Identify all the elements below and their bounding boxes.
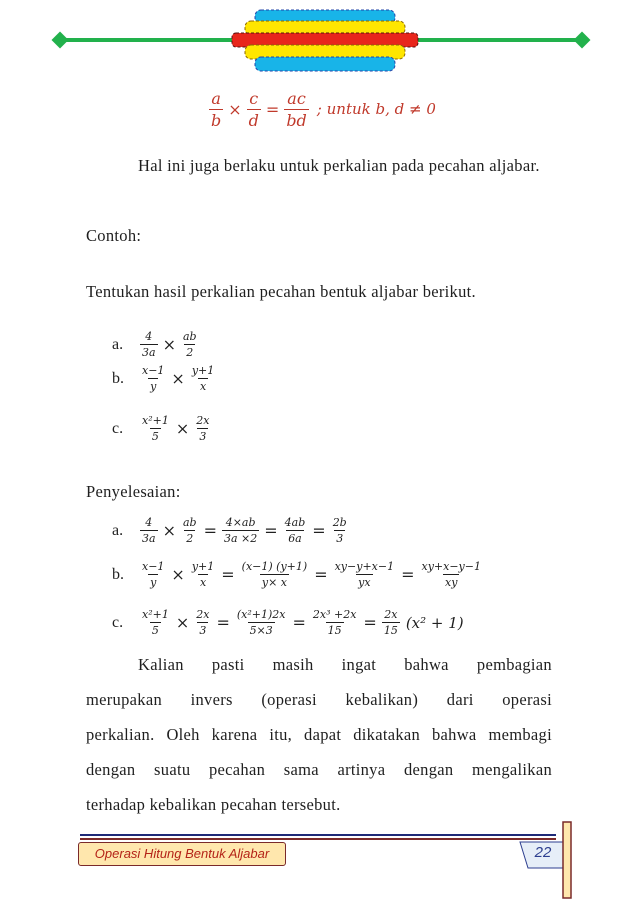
numerator: 2b [332,516,347,529]
denominator: y [150,380,157,393]
page-number: 22 [534,844,552,861]
item-label: a. [112,335,124,353]
numerator: y+1 [191,364,215,377]
fraction [140,414,171,443]
fraction [333,560,397,589]
item-label: c. [112,419,124,437]
numerator: x²+1 [142,608,169,621]
top-formula [207,84,436,134]
problem-item [112,364,218,393]
solution-item [112,608,464,637]
numerator: a [211,88,221,108]
denominator: b [211,110,222,130]
fraction [140,516,158,545]
fraction [382,608,400,637]
numerator: c [249,88,259,108]
paragraph-line: perkalian. Oleh karena itu, dapat dikatakan bahwa membagi [86,725,552,744]
fraction [235,608,288,637]
denominator: 5 [151,430,159,443]
numerator: xy−y+x−1 [334,560,395,573]
denominator: 5×3 [249,624,273,637]
equals-sign: = [221,565,235,584]
fraction [247,89,261,130]
numerator: 4 [145,330,153,343]
numerator: (x²+1)2x [236,608,286,621]
paragraph-line: dengan suatu pecahan sama artinya dengan mengalikan [86,760,552,779]
equals-sign: = [203,521,217,540]
numerator: 4×ab [225,516,256,529]
equals-sign: = [216,613,230,632]
times-sign: × [162,335,176,354]
condition-text: ; untuk b, d ≠ 0 [316,100,436,118]
contoh-label: Contoh: [86,226,142,245]
denominator: 3 [199,624,207,637]
fraction [181,516,199,545]
expression: (x² + 1) [405,613,464,632]
numerator: ab [182,516,197,529]
fraction [190,364,216,393]
task-text: Tentukan hasil perkalian pecahan bentuk aljabar berikut. [86,282,476,301]
numerator: y+1 [191,560,215,573]
numerator: ac [287,88,306,108]
numerator: 2x [196,608,210,621]
denominator: 3 [199,430,207,443]
times-sign: × [175,419,190,438]
denominator: bd [286,110,307,130]
solution-label: Penyelesaian: [86,482,181,501]
fraction [240,560,310,589]
equals-sign: = [314,565,328,584]
denominator: 3a [142,532,156,545]
paragraph-line: terhadap kebalikan pecahan tersebut. [86,795,341,814]
denominator: xy [445,576,458,589]
footer-title: Operasi Hitung Bentuk Aljabar [78,842,286,866]
item-label: b. [112,369,124,387]
denominator: 3a ×2 [223,532,258,545]
denominator: x [199,576,207,589]
numerator: x−1 [142,364,165,377]
denominator: 15 [327,624,342,637]
denominator: 2 [186,532,194,545]
numerator: x²+1 [142,414,169,427]
fraction [194,608,211,637]
paragraph-line: merupakan invers (operasi kebalikan) dari operasi [86,690,552,709]
numerator: ab [182,330,197,343]
intro-paragraph: Hal ini juga berlaku untuk perkalian pada pecahan aljabar. [138,156,540,175]
equals-sign: = [265,99,280,119]
fraction [140,560,166,589]
times-sign: × [175,613,190,632]
times-sign: × [162,521,176,540]
numerator: 2x³ +2x [312,608,357,621]
denominator: d [248,110,259,130]
denominator: 5 [151,624,159,637]
numerator: 4 [145,516,153,529]
numerator: (x−1) (y+1) [241,560,308,573]
header-decoration [0,0,638,80]
fraction [283,516,308,545]
denominator: yx [358,576,371,589]
equals-sign: = [401,565,415,584]
equals-sign: = [312,521,326,540]
item-label: b. [112,565,124,583]
equals-sign: = [264,521,278,540]
fraction [311,608,359,637]
numerator: xy+x−y−1 [421,560,481,573]
fraction [190,560,216,589]
times-sign: × [228,99,242,119]
item-label: a. [112,521,124,539]
denominator: 3a [142,346,156,359]
equals-sign: = [363,613,377,632]
paragraph-line: Kalian pasti masih ingat bahwa pembagian [138,655,552,674]
fraction [284,89,308,130]
fraction [140,330,158,359]
denominator: y× x [261,576,287,589]
solution-item [112,516,351,545]
item-label: c. [112,613,124,631]
fraction [140,364,166,393]
times-sign: × [171,565,185,584]
denominator: 3 [336,532,344,545]
fraction [331,516,349,545]
equals-sign: = [292,613,306,632]
numerator: 2x [384,608,398,621]
numerator: 2x [196,414,210,427]
denominator: 6a [288,532,302,545]
fraction [209,89,223,130]
denominator: x [199,380,207,393]
problem-item [112,414,213,443]
solution-item [112,560,485,589]
fraction [420,560,484,589]
denominator: 2 [186,346,194,359]
problem-item [112,330,201,359]
fraction [140,608,171,637]
numerator: 4ab [284,516,306,529]
times-sign: × [171,369,185,388]
fraction [181,330,199,359]
numerator: x−1 [142,560,165,573]
fraction [222,516,259,545]
denominator: 15 [383,624,398,637]
fraction [194,414,211,443]
denominator: y [150,576,157,589]
